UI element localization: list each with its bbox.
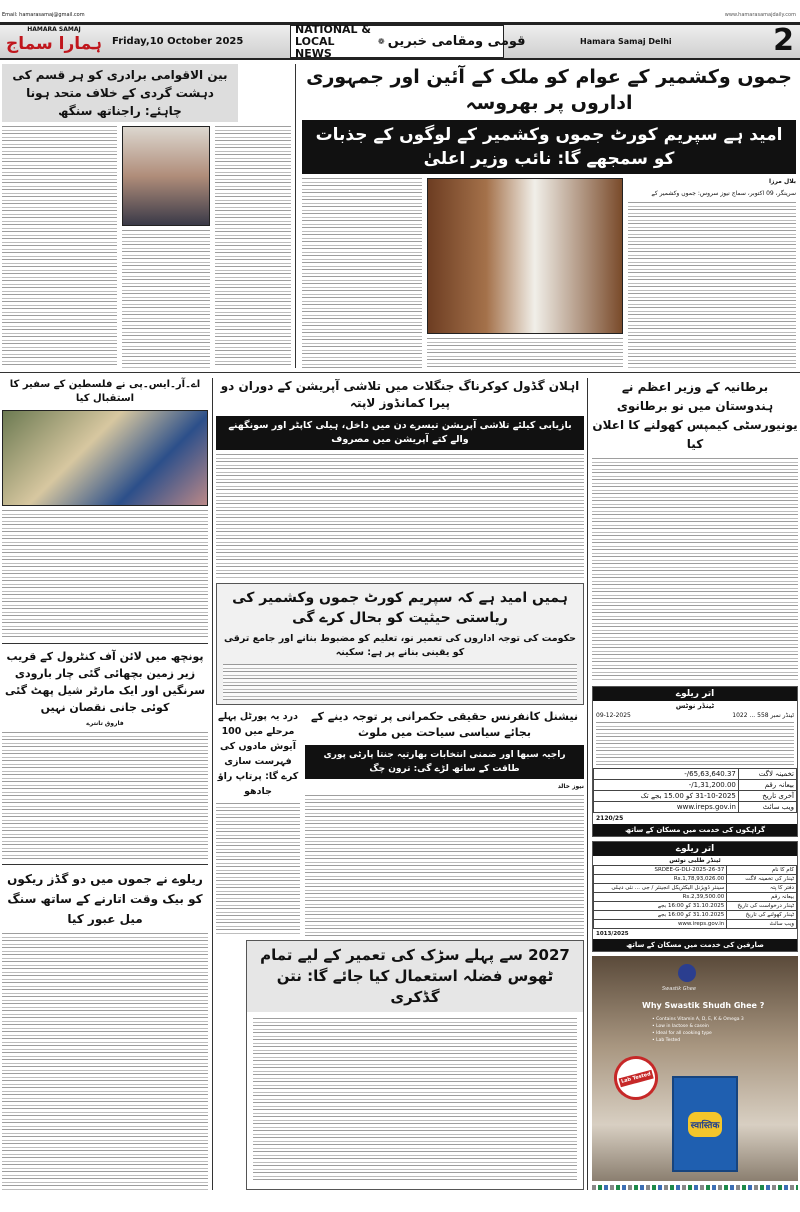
badge-text: Lab Tested	[618, 1069, 654, 1087]
tender2-title: اتر ریلوے	[593, 842, 797, 856]
ghee-product: स्वास्तिक	[688, 1112, 723, 1137]
arsp-body	[2, 510, 208, 639]
left-column	[2, 378, 208, 1190]
poonch-byline: فاروق تانترے	[86, 719, 124, 727]
lead-headline: جموں وکشمیر کے عوام کو ملک کے آئین اور جمہوری اداروں پر بھروسہ	[306, 66, 792, 114]
tender1-code: 2120/25	[596, 815, 624, 822]
tender1-ref: ٹینڈر نمبر 558 ... 1022	[732, 712, 794, 719]
tender1-body	[596, 722, 794, 766]
middle-column	[212, 378, 588, 1190]
brand-logo-icon	[678, 964, 696, 982]
masthead-email: Email: hamarasamaj@gmail.com	[2, 12, 85, 18]
ghee-ad	[592, 956, 798, 1181]
color-strip	[592, 1185, 798, 1190]
ghee-brand: Swastik Ghee	[662, 986, 696, 992]
britain-headline: برطانیہ کے وزیر اعظم نے ہندوستان میں نو برطانوی یونیورسٹی کیمپس کھولنے کا اعلان کیا	[592, 380, 798, 451]
section-label	[290, 22, 526, 60]
nc-headline: نیشنل کانفرنس حقیقی حکمرانی پر توجہ دینے کے بجائے سیاسی سیاحت میں ملوث	[311, 710, 578, 739]
arsp-photo	[2, 410, 208, 506]
rajnath-body	[215, 126, 291, 368]
gadkari-body	[253, 1018, 577, 1183]
section-en: NATIONAL & LOCAL NEWS	[295, 22, 371, 60]
right-column	[592, 378, 798, 1190]
kokernag-subhead: بازیابی کیلئے تلاشی آپریشن تیسرے دن میں داخل، ہیلی کاپٹر اور سونگھنے والے کتے آپریشن میں مصروف	[216, 416, 584, 450]
lab-tested-badge	[609, 1051, 663, 1105]
page-number: 2	[773, 23, 794, 58]
logo	[2, 26, 106, 55]
ghee-headline: Why Swastik Shudh Ghee ?	[642, 1001, 765, 1010]
nc-subhead: راجیہ سبھا اور ضمنی انتخابات بھارتیہ جنتا پارٹی پوری طاقت کے ساتھ لڑے گی: ترون چگ	[305, 745, 584, 779]
issue-date: Friday,10 October 2025	[112, 36, 244, 47]
rajnath-photo	[122, 126, 210, 226]
lead-body	[302, 178, 422, 368]
lead-body	[628, 202, 796, 368]
lead-dateline: سرینگر، 09 اکتوبر، سماج نیوز سروس: جموں وکشمیر کے	[651, 190, 796, 197]
sakina-box	[216, 583, 584, 705]
rajnath-story	[2, 64, 296, 368]
lead-subhead: امید ہے سپریم کورٹ جموں وکشمیر کے لوگوں کے جذبات کو سمجھے گا: نائب وزیر اعلیٰ	[302, 120, 796, 174]
rajnath-headline: بین الاقوامی برادری کو ہر قسم کی دہشت گردی کے خلاف متحد ہونا چاہئے: راجناتھ سنگھ	[2, 64, 238, 122]
tender1-date: 09-12-2025	[596, 712, 631, 719]
nc-byline: نیوز خالد	[557, 783, 584, 790]
poonch-headline: پونچھ میں لائن آف کنٹرول کے قریب زیر زمین بچھائی گئی چار بارودی سرنگیں اور ایک مارٹر شیل پھٹ گئی کوئی جانی نقصان نہیں	[4, 649, 206, 714]
tender2-footer: صارفین کی خدمت میں مسکان کے ساتھ	[593, 939, 797, 951]
tender-ad-2	[592, 841, 798, 952]
tender2-notice: ٹینڈر طلبی نوٹس	[669, 857, 721, 864]
logo-en: HAMARA SAMAJ	[27, 26, 81, 33]
sakina-headline: ہمیں امید ہے کہ سپریم کورٹ جموں وکشمیر کی ریاستی حیثیت کو بحال کرے گی	[232, 590, 568, 626]
section-ur: قومی ومقامی خبریں	[387, 34, 526, 49]
kokernag-headline: اہلان گڈول کوکرناگ جنگلات میں تلاشی آپریشن کے دوران دو پیرا کمانڈوز لاپتہ	[220, 379, 580, 410]
gadkari-box	[246, 940, 584, 1190]
gadkari-headline: 2027 سے پہلے سڑک کی تعمیر کے لیے تمام ٹھوس فضلہ استعمال کیا جائے گا: نتن گڈکری	[247, 941, 583, 1012]
logo-ur: ہمارا سماج	[5, 34, 103, 54]
britain-body	[592, 458, 798, 682]
arsp-headline: اے۔آر۔ایس۔پی نے فلسطین کے سفیر کا استقبال کیا	[9, 379, 201, 404]
rajnath-body	[122, 230, 210, 368]
railway-body	[2, 933, 208, 1190]
lead-body	[427, 338, 623, 368]
nc-body	[305, 795, 584, 936]
railway-headline: ریلوے نے جموں میں دو گڈز ریکوں کو بیک وقت اتارنے کے ساتھ سنگ میل عبور کیا	[7, 872, 203, 926]
masthead-website: www.hamarasamajdaily.com	[724, 12, 796, 18]
tender-ad-1	[592, 686, 798, 837]
ghee-points: • Contains Vitamin A, D, E, K & Omega 3 • Low in lactose & casein • Ideal for all cooking type • Lab Tested	[652, 1017, 744, 1043]
tender1-title: اتر ریلوے	[593, 687, 797, 701]
tender1-footer: گراہکوں کی خدمت میں مسکان کے ساتھ	[593, 824, 797, 836]
rajnath-body	[2, 126, 117, 368]
poonch-body	[2, 732, 208, 861]
lead-photo	[427, 178, 623, 334]
lead-byline: بلال مرزا	[768, 178, 796, 185]
edition: Hamara Samaj Delhi	[580, 37, 672, 46]
lead-story	[302, 64, 796, 368]
lead-byline-block	[628, 178, 796, 368]
tender2-table: کام کا نام 37-SRDEE-G-DLI-2025-26 ٹینڈر کی تخمینہ لاگت Rs.1,78,93,026.00 دفتر کا پتہ سینئر ڈویژنل الیکٹریکل انجینئر / جی ... نئی دہلی بیعانہ رقم Rs.2,39,500.00 ٹینڈر درخواست کی تاریخ 31.10.2025 کو 16:00 بجے ٹینڈر کھولنے کی تاریخ 31.10.2025 کو 16:00 بجے ویب سائٹ www.ireps.gov.in	[593, 865, 797, 929]
tender1-table: تخمینہ لاگت 65,63,640.37/- بیعانہ رقم 1,31,200.00/- آخری تاریخ 31-10-2025 کو 15.00 بجے تک ویب سائٹ www.ireps.gov.in	[593, 768, 797, 813]
tender2-code: 1013/2025	[596, 931, 629, 937]
kokernag-body	[216, 454, 584, 579]
sakina-subhead: حکومت کی توجہ اداروں کی تعمیر نو، تعلیم کو مضبوط بنانے اور جامع ترقی کو یقینی بنانے پر ہے: سکینہ	[224, 633, 576, 658]
sakina-body	[223, 664, 577, 700]
ayush-body	[216, 803, 300, 936]
tender1-notice: ٹینڈر نوٹس	[675, 702, 715, 710]
ayush-headline: درد یہ پورٹل پہلے مرحلے میں 100 آیوش مادوں کی فہرست سازی کرے گا: پرتاپ راؤ جادھو	[217, 711, 299, 797]
flower-icon: ❁	[378, 37, 385, 46]
ghee-pack	[672, 1076, 738, 1172]
masthead	[0, 22, 800, 60]
